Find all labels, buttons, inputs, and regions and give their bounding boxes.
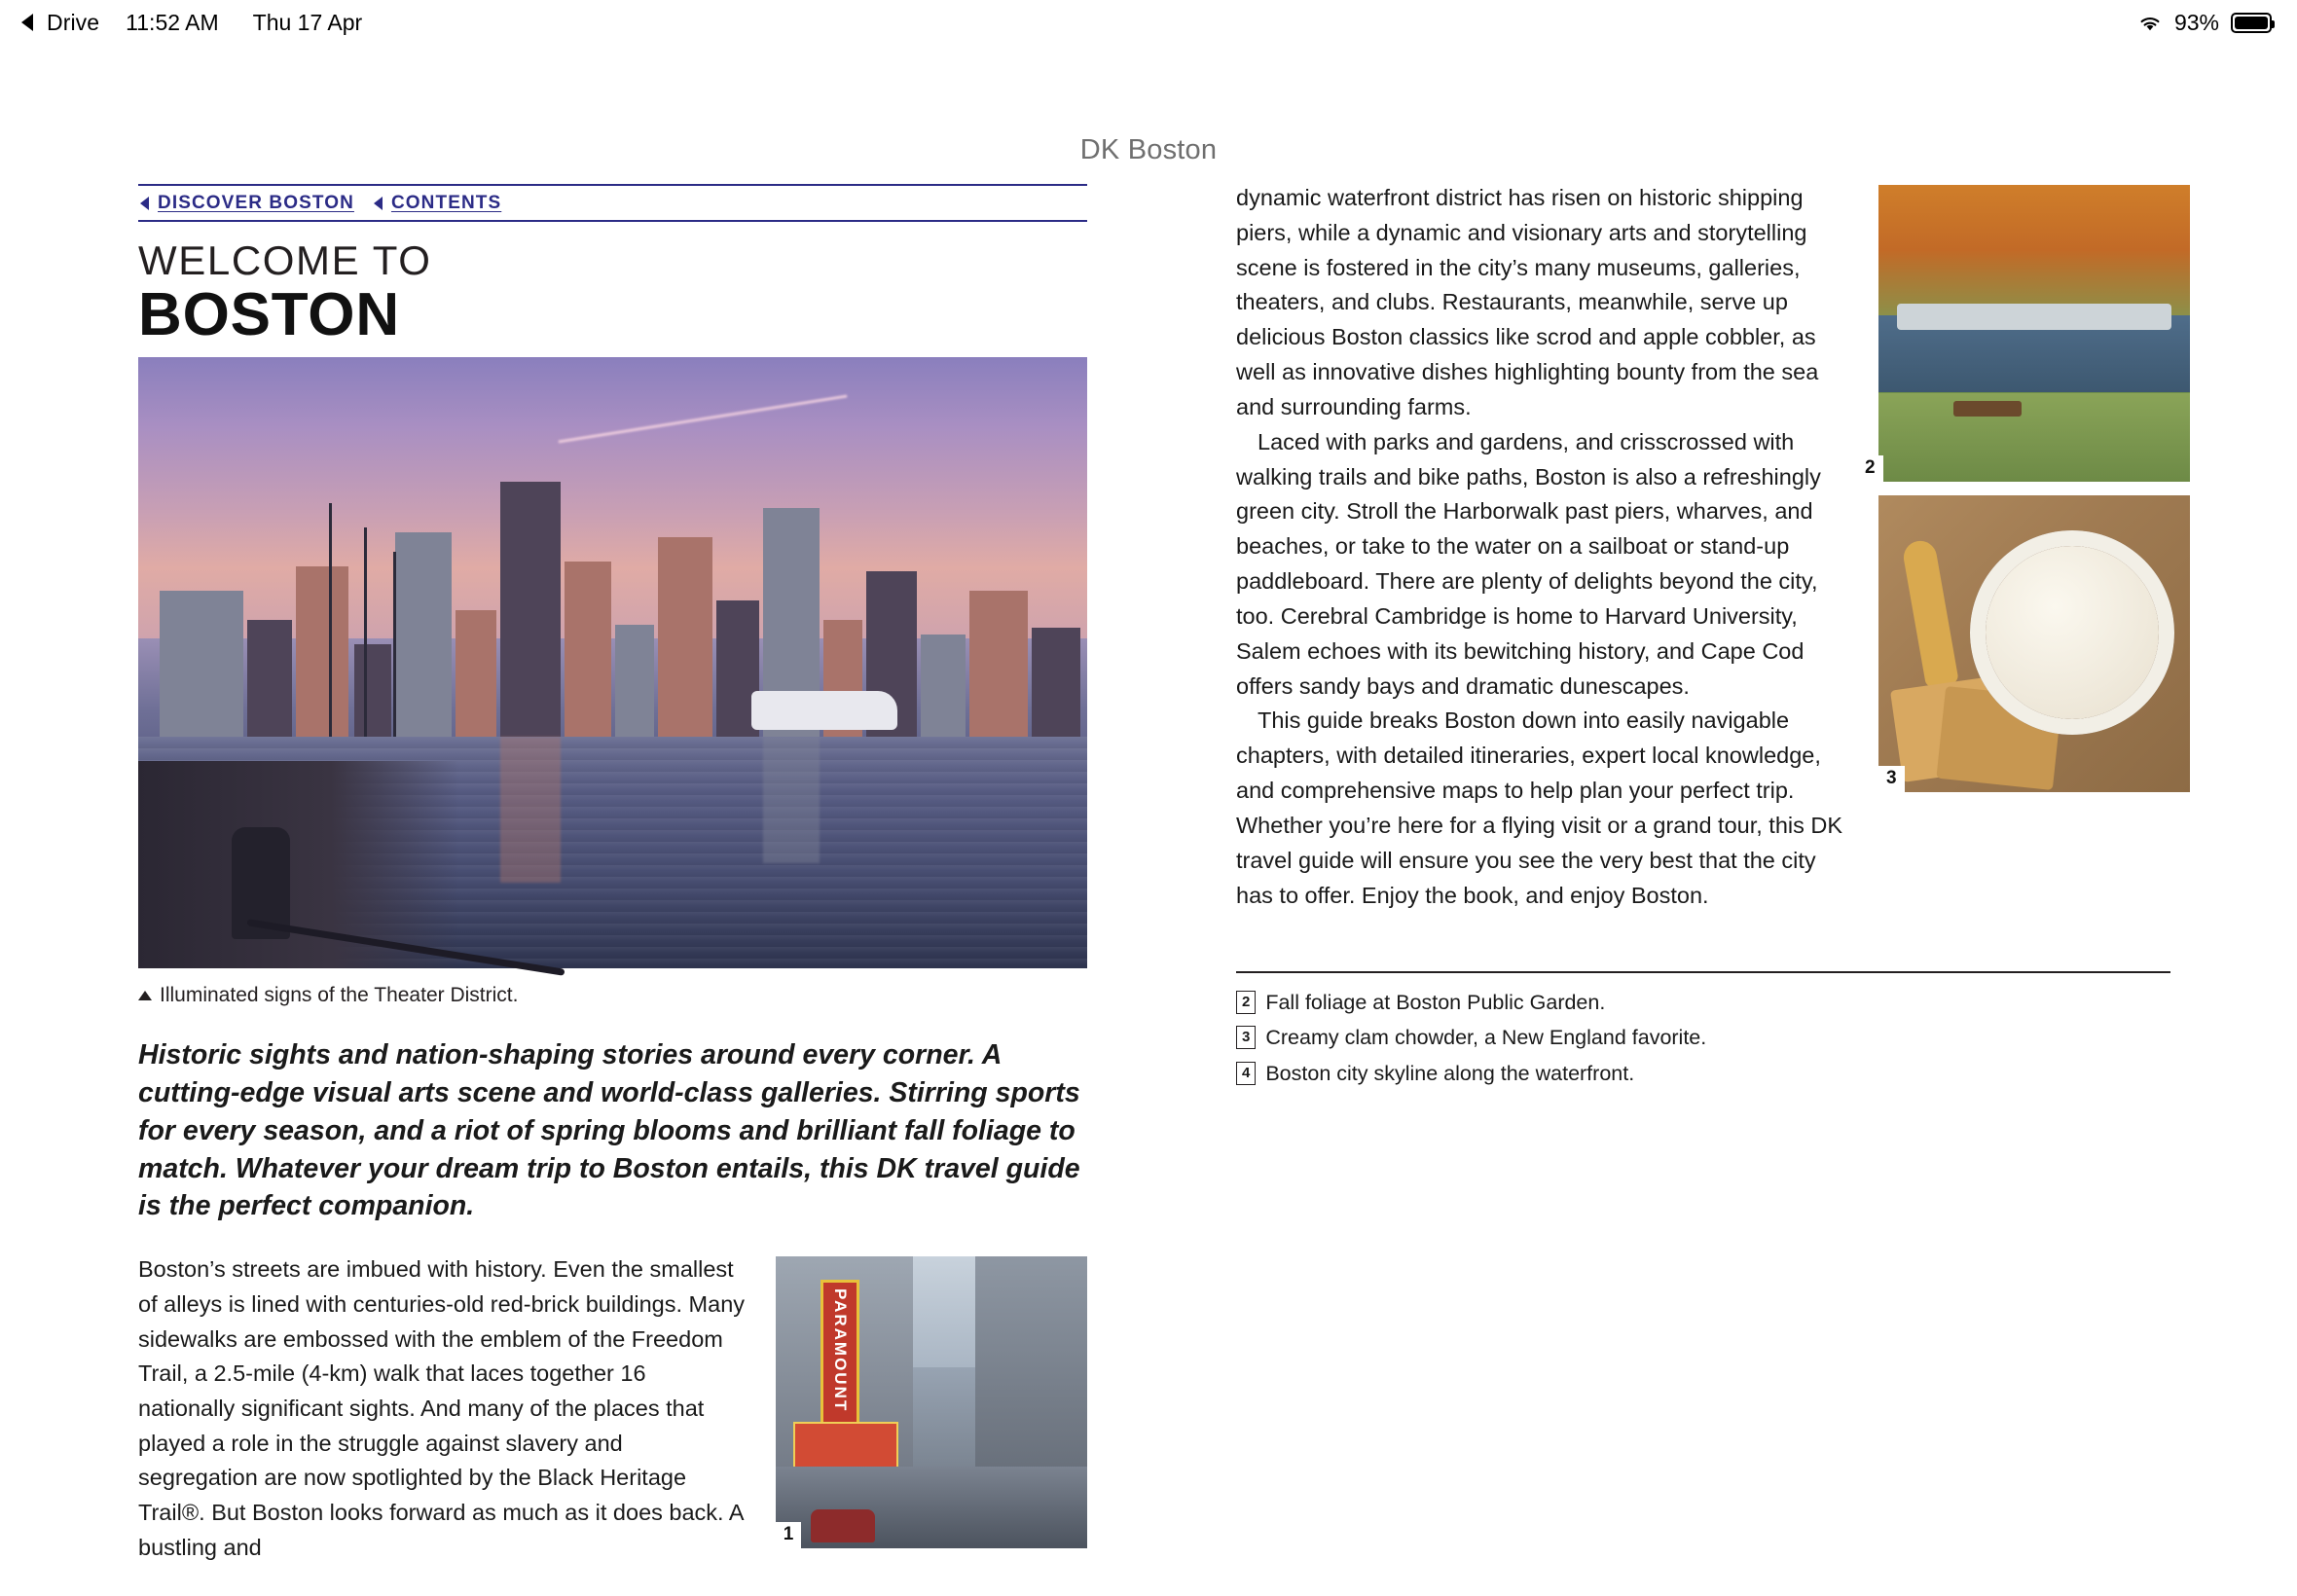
image-number-badge: 3 bbox=[1878, 766, 1905, 792]
right-column bbox=[1236, 181, 2170, 913]
breadcrumb bbox=[138, 186, 1087, 222]
left-arrow-icon bbox=[374, 197, 383, 210]
paramount-marquee-text: PARAMOUNT bbox=[831, 1288, 850, 1413]
status-date: Thu 17 Apr bbox=[252, 9, 363, 35]
status-time: 11:52 AM bbox=[126, 9, 219, 35]
right-paragraph: Laced with parks and gardens, and crisscrossed with walking trails and bike paths, Boston is also a refreshingly green city. Stroll the Harborwalk past piers, wharves, and beaches, or take to the water on a sailboat or stand-up paddleboard. There are plenty of delights beyond the city, too. Cerebral Cambridge is home to Harvard University, Salem echoes with its bewitching history, and Cape Cod offers sandy bays and dramatic dunescapes. bbox=[1236, 428, 1821, 699]
page-kicker: WELCOME TO bbox=[138, 237, 432, 283]
standfirst-paragraph: Historic sights and nation-shaping stories around every corner. A cutting-edge visual arts scene and world-class galleries. Stirring sports for every season, and a riot of spring blooms and brilliant fall foliage to match. Whatever your dream trip to Boston entails, this DK travel guide is the perfect companion. bbox=[138, 1039, 1080, 1222]
list-item bbox=[1236, 987, 2170, 1019]
right-image-stack bbox=[1865, 185, 2190, 792]
status-left-group bbox=[21, 10, 362, 36]
right-paragraph: This guide breaks Boston down into easily navigable chapters, with detailed itineraries, expert local knowledge, and comprehensive maps to help plan your perfect trip. Whether you’re here for a flying visit or a grand tour, this DK travel guide will ensure you see the very best that the city has to offer. Enjoy the book, and enjoy Boston. bbox=[1236, 707, 1843, 908]
hero-ferry bbox=[751, 691, 897, 730]
footnote-text: Creamy clam chowder, a New England favorite. bbox=[1265, 1026, 1707, 1050]
hero-image-boston-harbor bbox=[138, 357, 1087, 968]
right-paragraph: dynamic waterfront district has risen on historic shipping piers, while a dynamic and visionary arts and storytelling scene is fostered in the city’s many museums, galleries, theaters, and clubs. Restaurants, meanwhile, serve up delicious Boston classics like scrod and apple cobbler, as well as innovative dishes highlighting bounty from the sea and surrounding farms. bbox=[1236, 185, 1819, 419]
battery-icon bbox=[2231, 13, 2272, 33]
nav-link-contents-label: CONTENTS bbox=[390, 193, 502, 213]
left-arrow-icon bbox=[140, 197, 149, 210]
ios-status-bar bbox=[0, 0, 2297, 45]
theater-district-image bbox=[776, 1256, 1087, 1548]
image-credits-list bbox=[1236, 971, 2170, 1093]
footnote-number: 4 bbox=[1236, 1062, 1256, 1085]
hero-caption-text: Illuminated signs of the Theater District. bbox=[160, 984, 519, 1007]
paramount-marquee-sign bbox=[820, 1280, 859, 1426]
image-number-badge: 1 bbox=[776, 1522, 801, 1548]
book-title: DK Boston bbox=[1079, 134, 1218, 165]
footnote-number: 2 bbox=[1236, 991, 1256, 1014]
battery-percent-label: 93% bbox=[2173, 9, 2219, 35]
image-number-badge: 2 bbox=[1857, 455, 1883, 482]
nav-link-discover-boston-label: DISCOVER BOSTON bbox=[158, 193, 354, 213]
right-body-text bbox=[1236, 181, 1859, 913]
footnote-rule bbox=[1236, 971, 2170, 973]
left-body-text: Boston’s streets are imbued with history. Even the smallest of alleys is lined with centuries-old red-brick buildings. Many sidewalks are embossed with the emblem of the Freedom Trail, a 2.5-mile (4-km) walk that laces together 16 nationally significant sights. And many of the places that played a role in the struggle against slavery and segregation are now spotlighted by the Black Heritage Trail®. But Boston looks forward as much as it does back. A bustling and bbox=[138, 1256, 746, 1560]
footnote-text: Boston city skyline along the waterfront. bbox=[1265, 1061, 1635, 1085]
nav-link-discover-boston[interactable] bbox=[140, 193, 354, 214]
hero-caption bbox=[138, 984, 1087, 1007]
left-column bbox=[138, 184, 1087, 1566]
status-right-group bbox=[2137, 10, 2272, 36]
public-garden-image bbox=[1865, 185, 2190, 482]
footnote-text: Fall foliage at Boston Public Garden. bbox=[1265, 991, 1606, 1014]
wifi-icon bbox=[2137, 13, 2163, 32]
list-item bbox=[1236, 1058, 2170, 1090]
left-body-wrap bbox=[138, 1252, 1087, 1565]
footnote-number: 3 bbox=[1236, 1026, 1256, 1049]
nav-link-contents[interactable] bbox=[374, 193, 501, 214]
book-page bbox=[0, 45, 2297, 1596]
status-back-app-label[interactable]: Drive bbox=[47, 9, 100, 35]
back-triangle-icon[interactable] bbox=[21, 14, 33, 31]
up-triangle-icon bbox=[138, 991, 152, 1000]
list-item bbox=[1236, 1022, 2170, 1054]
clam-chowder-image bbox=[1878, 495, 2190, 792]
page-title: BOSTON bbox=[138, 281, 400, 349]
